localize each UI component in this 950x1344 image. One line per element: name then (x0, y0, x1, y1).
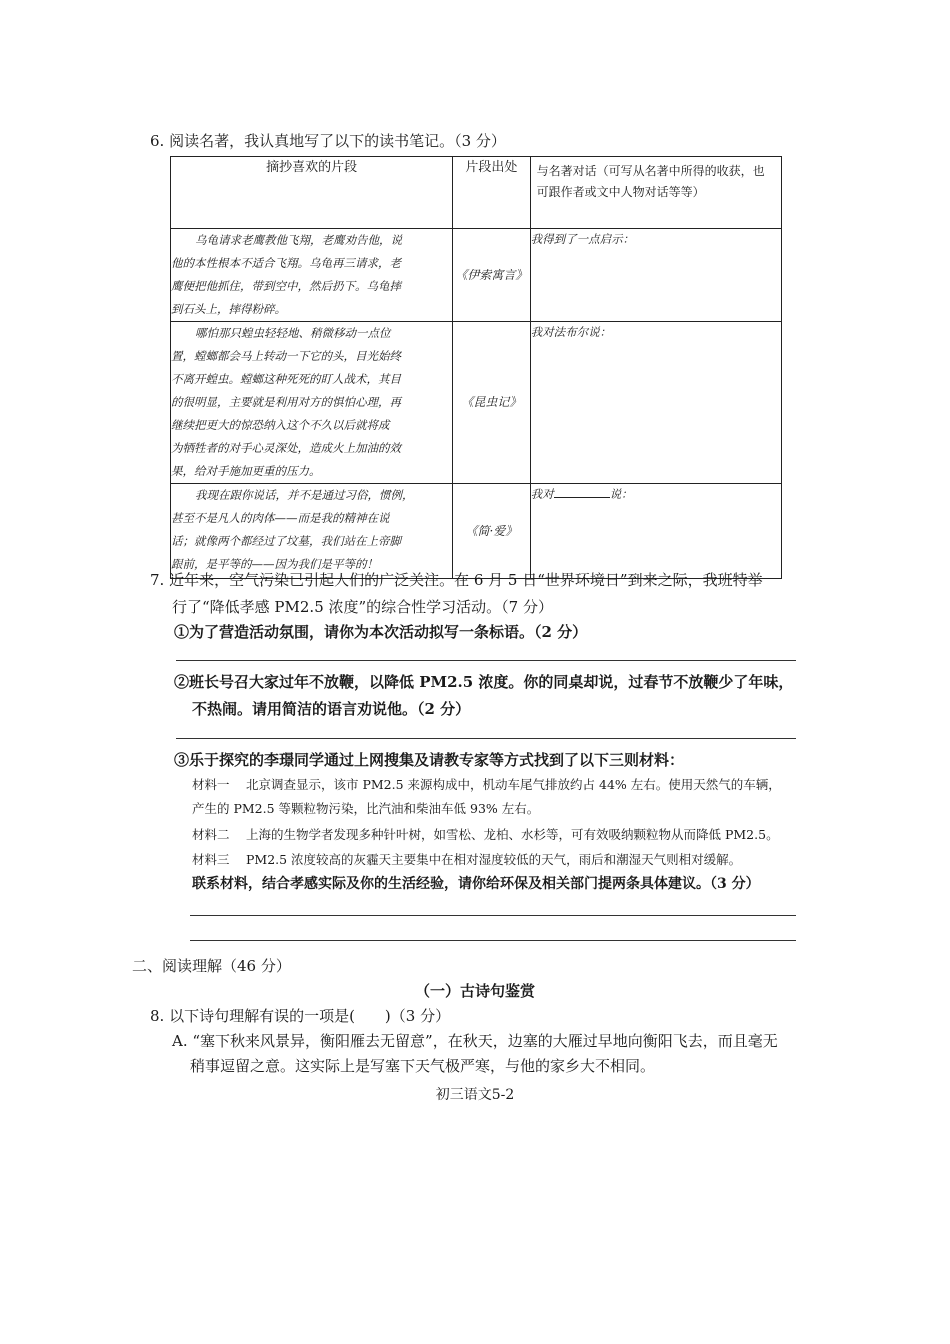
q7-sub2-line2: 不热闹。请用简洁的语言劝说他。（2 分） (192, 700, 471, 718)
response-cell[interactable] (530, 322, 781, 484)
excerpt-line: 哪怕那只蝗虫轻轻地、稍微移动一点位 (195, 326, 391, 340)
material-label: 材料二 (192, 827, 230, 842)
header-dialogue: 与名著对话（可写从名著中所得的收获，也可跟作者或文中人物对话等等） (530, 157, 781, 229)
q7-stem-line2: 行了“降低孝感 PM2.5 浓度”的综合性学习活动。（7 分） (172, 598, 553, 616)
material-text: 上海的生物学者发现多种针叶树，如雪松、龙柏、水杉等，可有效吸纳颗粒物从而降低 PM2.5。 (246, 827, 779, 842)
material-text: PM2.5 浓度较高的灰霾天主要集中在相对湿度较低的天气，雨后和潮湿天气则相对缓解。 (246, 852, 742, 867)
excerpt-line: 置，螳螂都会马上转动一下它的头，目光始终 (171, 349, 401, 363)
source-cell: 《伊索寓言》 (453, 229, 530, 322)
excerpt-line: 他的本性根本不适合飞翔。乌龟再三请求，老 (171, 256, 401, 270)
material-1-cont: 产生的 PM2.5 等颗粒物污染，比汽油和柴油车低 93% 左右。 (192, 801, 540, 816)
q7-sub1: ①为了营造活动氛围，请你为本次活动拟写一条标语。（2 分） (174, 623, 588, 641)
excerpt-line: 乌龟请求老鹰教他飞翔，老鹰劝告他，说 (195, 233, 402, 247)
excerpt-line: 我现在跟你说话，并不是通过习俗，惯例， (195, 488, 414, 502)
material-label: 材料一 (192, 777, 230, 792)
q8-stem: 8. 以下诗句理解有误的一项是( )（3 分） (150, 1007, 451, 1025)
material-label: 材料三 (192, 852, 230, 867)
q7-sub2-line1: ②班长号召大家过年不放鞭，以降低 PM2.5 浓度。你的同桌却说，过春节不放鞭少了年味， (174, 673, 794, 691)
excerpt-cell (171, 322, 453, 484)
reading-notes-table (170, 156, 782, 579)
excerpt-line: 不离开蝗虫。螳螂这种死死的盯人战术，其目 (171, 372, 401, 386)
source-cell: 《简·爱》 (453, 484, 530, 579)
section-title: 二、阅读理解（46 分） (132, 957, 291, 975)
table-row (171, 484, 782, 579)
excerpt-line: 继续把更大的惊恐纳入这个不久以后就将成 (171, 418, 390, 432)
q8-option-a-line2: 稍事逗留之意。这实际上是写塞下天气极严寒，与他的家乡大不相同。 (190, 1057, 656, 1075)
q7-sub3-task: 联系材料，结合孝感实际及你的生活经验，请你给环保及相关部门提两条具体建议。（3 分） (192, 876, 760, 892)
q8-option-a-line1: A. “塞下秋来风景异，衡阳雁去无留意”，在秋天，边塞的大雁过早地向衡阳飞去，而且毫无 (172, 1032, 778, 1050)
table-row (171, 322, 782, 484)
response-suffix: 说： (609, 487, 633, 501)
q7-sub3: ③乐于探究的李璟同学通过上网搜集及请教专家等方式找到了以下三则材料： (174, 751, 685, 769)
excerpt-line: 甚至不是凡人的肉体——而是我的精神在说 (171, 511, 390, 525)
excerpt-cell (171, 229, 453, 322)
response-prefix: 我对 (530, 487, 554, 501)
header-excerpt: 摘抄喜欢的片段 (171, 157, 453, 229)
response-prompt: 我对法布尔说： (530, 325, 612, 339)
answer-line[interactable] (176, 738, 796, 739)
table-row (171, 229, 782, 322)
header-source: 片段出处 (453, 157, 530, 229)
section-subtitle: （一）古诗句鉴赏 (414, 982, 535, 1000)
answer-line[interactable] (190, 915, 796, 916)
excerpt-line: 果，给对手施加更重的压力。 (171, 464, 321, 478)
fill-blank[interactable] (554, 485, 610, 498)
page-footer: 初三语文5-2 (435, 1087, 515, 1103)
excerpt-line: 鹰便把他抓住，带到空中，然后扔下。乌龟摔 (171, 279, 401, 293)
q6-stem: 6. 阅读名著，我认真地写了以下的读书笔记。（3 分） (150, 132, 506, 150)
answer-line[interactable] (176, 660, 796, 661)
source-cell: 《昆虫记》 (453, 322, 530, 484)
q7-stem-line1: 7. 近年来，空气污染已引起人们的广泛关注。在 6 月 5 日“世界环境日”到来之际，我班特举 (150, 571, 763, 589)
material-text: 北京调查显示，该市 PM2.5 来源构成中，机动车尾气排放约占 44% 左右。使用天然气的车辆， (246, 777, 781, 792)
material-2 (192, 826, 779, 844)
excerpt-line: 的很明显，主要就是利用对方的惧怕心理，再 (171, 395, 401, 409)
material-3 (192, 851, 741, 869)
excerpt-line: 话；就像两个都经过了坟墓，我们站在上帝脚 (171, 534, 401, 548)
excerpt-line: 到石头上，摔得粉碎。 (171, 302, 286, 316)
material-1 (192, 776, 781, 794)
response-prompt: 我得到了一点启示： (530, 232, 635, 246)
excerpt-line: 跟前，是平等的——因为我们是平等的！ (171, 557, 378, 571)
excerpt-cell (171, 484, 453, 579)
excerpt-line: 为牺牲者的对手心灵深处，造成火上加油的效 (171, 441, 401, 455)
answer-line[interactable] (190, 940, 796, 941)
response-cell[interactable] (530, 484, 781, 579)
response-cell[interactable] (530, 229, 781, 322)
table-header-row (171, 157, 782, 229)
